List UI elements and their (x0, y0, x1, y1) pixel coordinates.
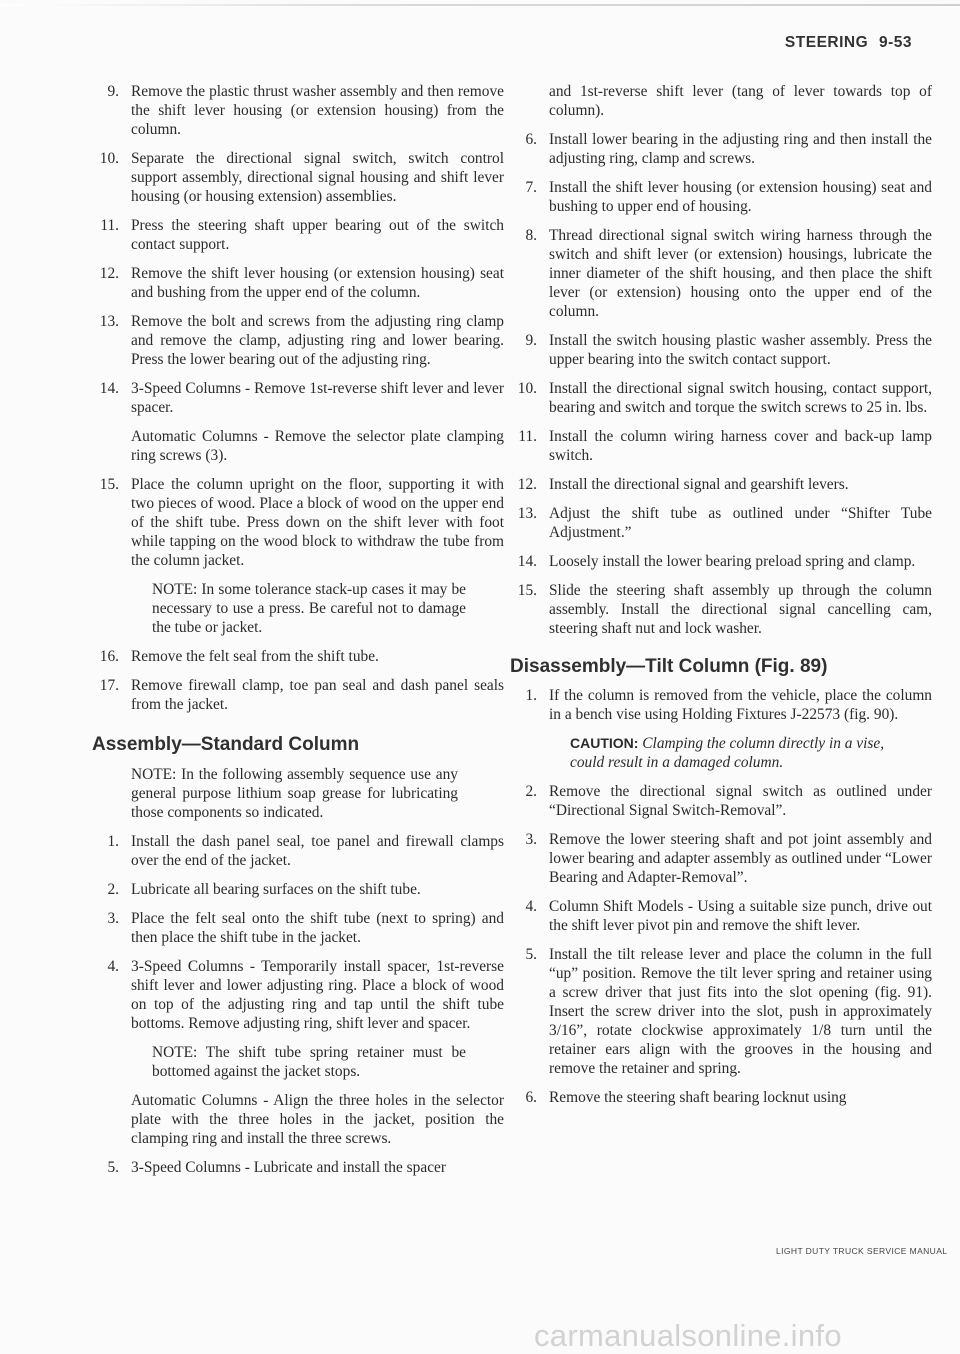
note: NOTE: The shift tube spring retainer must be bottomed against the jacket stops. (152, 1044, 466, 1080)
caution-note (510, 734, 932, 772)
caution-text: Clamping the column directly in a vise, could result in a damaged column. (570, 735, 885, 771)
section-heading: Disassembly—Tilt Column (Fig. 89) (510, 656, 828, 677)
paragraph: and 1st-reverse shift lever (tang of lever towards top of column). (549, 83, 932, 119)
list-item: 6. Remove the steering shaft bearing locknut using (525, 1089, 847, 1106)
watermark: carmanualsonline.info (534, 1318, 842, 1353)
list-item: 9. Install the switch housing plastic washer assembly. Press the upper bearing into the switch contact support. (525, 332, 932, 368)
section-heading: Assembly—Standard Column (92, 734, 360, 755)
list-item: 2. Lubricate all bearing surfaces on the shift tube. (107, 881, 421, 898)
list-item: 15. Place the column upright on the floor, supporting it with two pieces of wood. Place a block of wood on the upper end of the shift tube. Press down on the shift lever with foot while tapping on the wood block to withdraw the tube from the column jacket. (99, 476, 504, 569)
list-item: 12. Remove the shift lever housing (or extension housing) seat and bushing from the upper end of the column. (99, 265, 504, 301)
list-item: 10. Install the directional signal switch housing, contact support, bearing and switch and torque the switch screws to 25 in. lbs. (517, 380, 932, 416)
list-item: 1. Install the dash panel seal, toe panel and firewall clamps over the end of the jacket. (107, 833, 504, 869)
list-item: 11. Install the column wiring harness cover and back-up lamp switch. (518, 428, 932, 464)
note: NOTE: In the following assembly sequence use any general purpose lithium soap grease for lubricating those components so indicated. (131, 766, 458, 821)
footer-label: LIGHT DUTY TRUCK SERVICE MANUAL (776, 1246, 948, 1256)
list-item: 6. Install lower bearing in the adjusting ring and then install the adjusting ring, clamp and screws. (525, 131, 932, 167)
list-item: 11. Press the steering shaft upper bearing out of the switch contact support. (100, 217, 504, 253)
list-item: 7. Install the shift lever housing (or extension housing) seat and bushing to upper end of housing. (525, 179, 932, 215)
list-item: 1. If the column is removed from the vehicle, place the column in a bench vise using Holding Fixtures J-22573 (fig. 90). (525, 687, 932, 723)
list-item: 9. Remove the plastic thrust washer assembly and then remove the shift lever housing (or extension housing) from the column. (107, 83, 504, 138)
list-item: 5. 3-Speed Columns - Lubricate and install the spacer (107, 1159, 446, 1176)
list-item: 3. Place the felt seal onto the shift tube (next to spring) and then place the shift tube in the jacket. (107, 910, 504, 946)
caution-label: CAUTION: (570, 735, 639, 751)
list-item: 10. Separate the directional signal switch, switch control support assembly, directional signal housing and shift lever housing (or housing extension) assemblies. (99, 150, 504, 205)
list-item: 8. Thread directional signal switch wiring harness through the switch and shift lever (or extension) housings, lubricate the inner diameter of the shift housing, and then place the shift lever (or extension) housing onto the upper end of the column. (525, 227, 932, 320)
list-item: 2. Remove the directional signal switch as outlined under “Directional Signal Switch-Removal”. (525, 783, 932, 819)
list-item: 5. Install the tilt release lever and place the column in the full “up” position. Remove the tilt lever spring and retainer using a screw driver that just fits into the slot opening (fig. 91). Insert the screw driver into the slot, push in approximately 3/16”, rotate clockwise approximately 1/8 turn until the retainer ears align with the grooves in the housing and remove the retainer and spring. (525, 946, 932, 1077)
list-item: 4. 3-Speed Columns - Temporarily install spacer, 1st-reverse shift lever and lower adjusting ring. Place a block of wood on top of the adjusting ring and tap until the shift tube bottoms. Remove adjusting ring, shift lever and spacer. (107, 958, 504, 1032)
list-item: 13. Remove the bolt and screws from the adjusting ring clamp and remove the clamp, adjusting ring and lower bearing. Press the lower bearing out of the adjusting ring. (99, 313, 504, 368)
list-item: 14. 3-Speed Columns - Remove 1st-reverse shift lever and lever spacer. (99, 380, 504, 416)
note: NOTE: In some tolerance stack-up cases it may be necessary to use a press. Be careful not to damage the tube or jacket. (152, 581, 466, 636)
list-item: 15. Slide the steering shaft assembly up through the column assembly. Install the directional signal cancelling cam, steering shaft nut and lock washer. (517, 582, 932, 637)
paragraph: Automatic Columns - Align the three holes in the selector plate with the three holes in the jacket, position the clamping ring and install the three screws. (131, 1092, 504, 1147)
page-header (779, 34, 912, 52)
list-item: 16. Remove the felt seal from the shift tube. (99, 648, 379, 665)
list-item: 3. Remove the lower steering shaft and pot joint assembly and lower bearing and adapter assembly as outlined under “Lower Bearing and Adapter-Removal”. (525, 831, 932, 886)
list-item: 14. Loosely install the lower bearing preload spring and clamp. (517, 553, 916, 570)
list-item: 17. Remove firewall clamp, toe pan seal and dash panel seals from the jacket. (99, 677, 504, 713)
left-column (92, 82, 504, 1187)
section-title: STEERING (784, 34, 869, 51)
page-number: 9-53 (878, 34, 912, 51)
list-item: 12. Install the directional signal and gearshift levers. (517, 476, 849, 493)
top-rule (0, 4, 960, 6)
right-column (510, 82, 932, 1117)
paragraph: Automatic Columns - Remove the selector plate clamping ring screws (3). (131, 428, 504, 464)
list-item: 13. Adjust the shift tube as outlined under “Shifter Tube Adjustment.” (517, 505, 932, 541)
list-item: 4. Column Shift Models - Using a suitable size punch, drive out the shift lever pivot pin and remove the shift lever. (525, 898, 932, 934)
